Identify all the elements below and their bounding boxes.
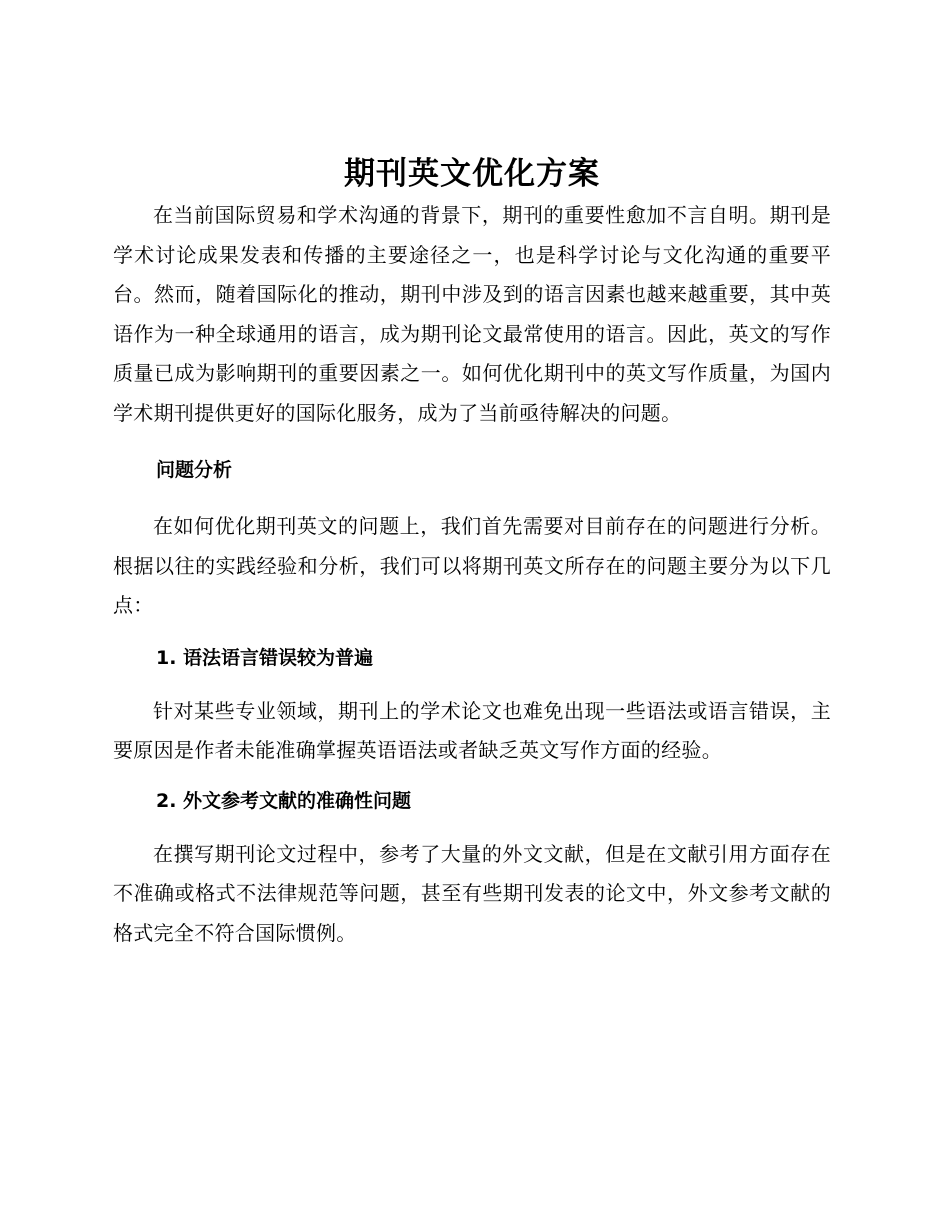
point2-heading: 2. 外文参考文献的准确性问题: [156, 789, 412, 812]
point1-heading: 1. 语法语言错误较为普遍: [156, 646, 374, 669]
intro-paragraph: 在当前国际贸易和学术沟通的背景下，期刊的重要性愈加不言自明。期刊是学术讨论成果发表和传播的主要途径之一，也是科学讨论与文化沟通的重要平台。然而，随着国际化的推动，期刊中涉及到的语言因素也越来越重要，其中英语作为一种全球通用的语言，成为期刊论文最常使用的语言。因此，英文的写作质量已成为影响期刊的重要因素之一。如何优化期刊中的英文写作质量，为国内学术期刊提供更好的国际化服务，成为了当前亟待解决的问题。: [113, 203, 831, 425]
section-paragraph: 在如何优化期刊英文的问题上，我们首先需要对目前存在的问题进行分析。根据以往的实践经验和分析，我们可以将期刊英文所存在的问题主要分为以下几点：: [113, 514, 831, 617]
point1-paragraph: 针对某些专业领域，期刊上的学术论文也难免出现一些语法或语言错误，主要原因是作者未能准确掌握英语语法或者缺乏英文写作方面的经验。: [113, 698, 831, 762]
point2-paragraph: 在撰写期刊论文过程中，参考了大量的外文文献，但是在文献引用方面存在不准确或格式不法律规范等问题，甚至有些期刊发表的论文中，外文参考文献的格式完全不符合国际惯例。: [113, 841, 831, 945]
section-heading: 问题分析: [156, 459, 233, 481]
document-title: 期刊英文优化方案: [344, 156, 600, 192]
document-body: [113, 150, 831, 953]
